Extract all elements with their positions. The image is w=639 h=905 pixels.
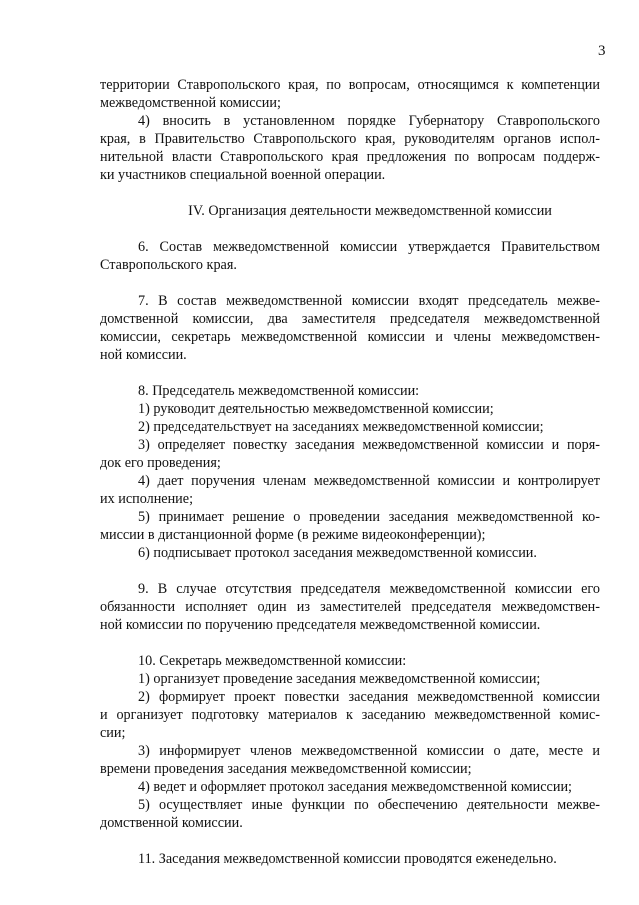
text-line: 5) осуществляет иные функции по обеспечению деятельности межве- — [138, 797, 600, 813]
text-line: домственной комиссии. — [100, 815, 243, 831]
text-line: территории Ставропольского края, по вопросам, относящимся к компетенции — [100, 77, 600, 93]
text-line: ной комиссии. — [100, 347, 187, 363]
text-line: 6. Состав межведомственной комиссии утверждается Правительством — [138, 239, 600, 255]
text-line: 11. Заседания межведомственной комиссии проводятся еженедельно. — [138, 851, 557, 867]
text-line: комиссии, секретарь межведомственной комиссии и члены межведомствен- — [100, 329, 600, 345]
text-line: 4) дает поручения членам межведомственной комиссии и контролирует — [138, 473, 600, 489]
text-line: и организует подготовку материалов к заседанию межведомственной комис- — [100, 707, 600, 723]
text-line: Ставропольского края. — [100, 257, 237, 273]
text-line: 4) вносить в установленном порядке Губернатору Ставропольского — [138, 113, 600, 129]
text-line: 2) председательствует на заседаниях межведомственной комиссии; — [138, 419, 544, 435]
text-line: нительной власти Ставропольского края предложения по вопросам поддерж- — [100, 149, 600, 165]
text-line: 10. Секретарь межведомственной комиссии: — [138, 653, 407, 669]
text-line: ной комиссии по поручению председателя межведомственной комиссии. — [100, 617, 541, 633]
page-number: 3 — [598, 43, 606, 59]
text-line: миссии в дистанционной форме (в режиме видеоконференции); — [100, 527, 486, 543]
text-line: 3) определяет повестку заседания межведомственной комиссии и поря- — [138, 437, 600, 453]
text-line: времени проведения заседания межведомственной комиссии; — [100, 761, 472, 777]
text-line: 5) принимает решение о проведении заседания межведомственной ко- — [138, 509, 600, 525]
text-line: 3) информирует членов межведомственной комиссии о дате, месте и — [138, 743, 600, 759]
text-line: 2) формирует проект повестки заседания межведомственной комиссии — [138, 689, 600, 705]
text-line: 9. В случае отсутствия председателя межведомственной комиссии его — [138, 581, 600, 597]
text-line: 8. Председатель межведомственной комиссии: — [138, 383, 420, 399]
text-line: домственной комиссии, два заместителя председателя межведомственной — [100, 311, 600, 327]
text-line: обязанности исполняет один из заместителей председателя межведомствен- — [100, 599, 600, 615]
text-line: межведомственной комиссии; — [100, 95, 281, 111]
text-line: края, в Правительство Ставропольского края, руководителям органов испол- — [100, 131, 600, 147]
text-line: 4) ведет и оформляет протокол заседания межведомственной комиссии; — [138, 779, 572, 795]
section-heading: IV. Организация деятельности межведомственной комиссии — [188, 203, 552, 219]
text-line: сии; — [100, 725, 126, 741]
text-line: 1) организует проведение заседания межведомственной комиссии; — [138, 671, 541, 687]
text-line: док его проведения; — [100, 455, 221, 471]
text-line: 6) подписывает протокол заседания межведомственной комиссии. — [138, 545, 537, 561]
text-line: 1) руководит деятельностью межведомственной комиссии; — [138, 401, 494, 417]
text-line: 7. В состав межведомственной комиссии входят председатель межве- — [138, 293, 600, 309]
text-line: их исполнение; — [100, 491, 194, 507]
document-body — [100, 76, 600, 868]
text-line: ки участников специальной военной операции. — [100, 167, 386, 183]
